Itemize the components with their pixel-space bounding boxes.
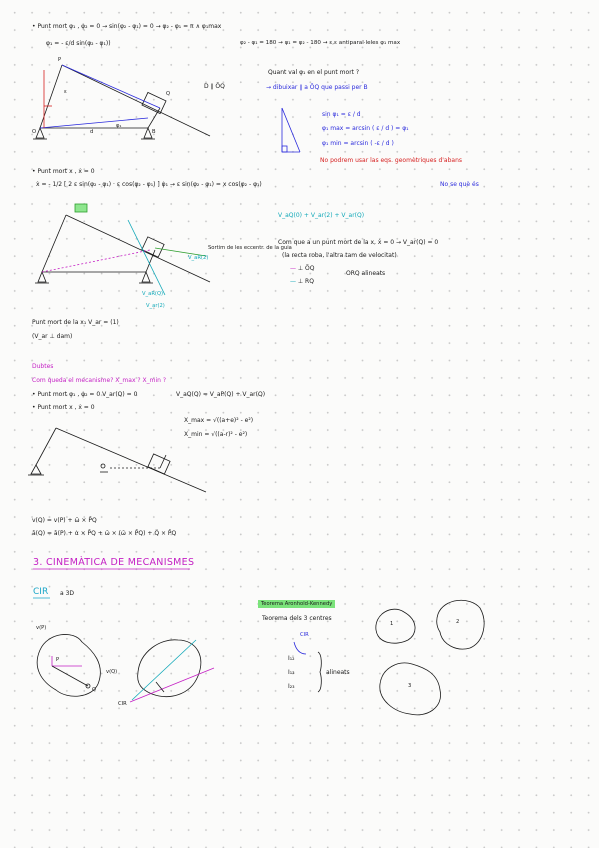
phi1min-eq: φ₁ min = arcsin ( -ε / d )	[322, 140, 394, 147]
note-line2: φ₁ = - ε/d sin(φ₂ - φ₁))	[46, 40, 111, 47]
sortir-note: Sortim de les eccentr. de la guia	[208, 245, 292, 251]
cir-small: CIR	[118, 701, 127, 707]
no-pos-note: No podrem usar las eqs. geomètriques d'abans	[320, 157, 463, 164]
cir-sub: a 3D	[60, 590, 75, 597]
cir-arrow	[294, 642, 306, 654]
punt-ratlla: Punt mort de la x₁ V_ar = (1)	[32, 319, 119, 326]
vp-label: v(P)	[36, 625, 47, 631]
perp-rq: — ⊥ RQ	[290, 278, 314, 285]
dibuixar-text: → dibuixar ∥ a ÕQ que passi per B	[266, 84, 368, 91]
bodies-sketch	[376, 600, 484, 715]
body-1: 1	[390, 621, 394, 627]
vaq-eq: V_aQ(Q) = V_aP(Q) + V_ar(Q)	[176, 391, 266, 398]
note-line1: • Punt mort φ₁ , φ̇₂ = 0 → sin(φ₂ - φ₁) = 0 → φ₂ - φ₁ = π ∧ φ₁max	[32, 23, 222, 30]
teorema-3: Teorema dels 3 centres	[262, 615, 332, 622]
note-line3: φ₂ - φ₁ = 180 → φ₁ = φ₂ - 180 → ε,ε antiparal·leles φ₁ max	[240, 40, 401, 46]
o-label: O	[32, 129, 37, 135]
no-se-note: No se què és	[440, 181, 479, 188]
section-title: 3. CINEMÀTICA DE MECANISMES	[33, 557, 195, 568]
cir-label: CIR	[300, 632, 309, 638]
vq-cin: v(Q) = v(P) + ω̄ × P̄Q	[32, 517, 97, 524]
eps-label: ε	[64, 89, 67, 95]
dubtes-question: Com queda el mecanisme? X_max ? X_min ?	[32, 377, 167, 384]
pm-x: • Punt mort x , ẋ = 0	[32, 404, 95, 411]
p-diag-label: P	[58, 57, 62, 63]
d-label: d	[90, 129, 94, 135]
com-que: Com que a un punt mort de la x, ẋ = 0 → V_ar(Q) = 0	[278, 239, 439, 246]
p-label: P	[56, 657, 60, 663]
q-diag-label: Q	[166, 91, 171, 97]
i23: I₂₃	[288, 683, 295, 690]
i13: I₁₃	[288, 669, 295, 676]
phi-label: φ₁	[116, 123, 122, 129]
la-recta: (la recta roba, l'altra tam de velocitat)	[282, 252, 397, 259]
crq-alineats: ORQ alineats	[346, 270, 386, 277]
sin-eq: sin φ₁ = ε / d	[322, 111, 361, 118]
pm-phi: • Punt mort φ₁ , φ̇₂ = 0 V_ar(Q) = 0	[32, 391, 138, 398]
dubtes-label: Dubtes	[32, 363, 54, 370]
xmax-eq: X_max = √((a+e)² - e²)	[184, 417, 254, 424]
q-dead: Quant val φ₁ en el punt mort ?	[268, 69, 360, 76]
diagram-2	[35, 204, 210, 295]
cir-title: CIR	[33, 587, 49, 597]
triangle-sketch	[282, 108, 300, 152]
body-2: 2	[456, 619, 460, 625]
va2-label: V_aR(2)	[188, 255, 209, 261]
eq-o1: D ∥ ÕQ	[204, 83, 225, 90]
q-label: Q	[92, 687, 97, 693]
perp-oq: — ⊥ ÕQ	[290, 265, 315, 272]
b-label: B	[152, 129, 156, 135]
diagram-3	[28, 428, 206, 492]
brace	[318, 652, 321, 692]
teorema-highlight: Teorema Aronhold-Kennedy	[258, 602, 335, 607]
xmin-eq: X_min = √((a-r)² - e²)	[184, 431, 248, 438]
i12: I₁₂	[288, 655, 295, 662]
xdot-eq: ẋ = - 1/2 [ 2 ε sin(φ₂ - φ₁) · ε cos(φ₂ - φ₁) ] φ̇₁ → ε sin(φ₂ - φ₁) = x cos(φ₂ - φ₁)	[36, 181, 262, 188]
alineats: alineats	[326, 669, 350, 676]
perp-dam: (V_ar ⊥ dam)	[32, 333, 73, 340]
phi1max-eq: φ₁ max = arcsin ( ε / d ) = φ₁	[322, 125, 409, 132]
va3-label: V_ar(2)	[146, 303, 165, 309]
body-3: 3	[408, 683, 412, 689]
vq-eq: V_aQ(0) + V_ar(2) + V_ar(Q)	[278, 212, 365, 219]
vq-label: v(Q)	[106, 669, 118, 675]
cir-sketch	[37, 634, 214, 702]
punt-mort-x: • Punt mort x , ẋ = 0	[32, 168, 95, 175]
va1-label: V_aR(Q)	[142, 291, 164, 297]
aq-cin: ā(Q) = ā(P) + α̇ × P̄Q + ω̄ × (ω̄ × P̄Q) + Q̈ × P̄Q	[32, 530, 177, 537]
